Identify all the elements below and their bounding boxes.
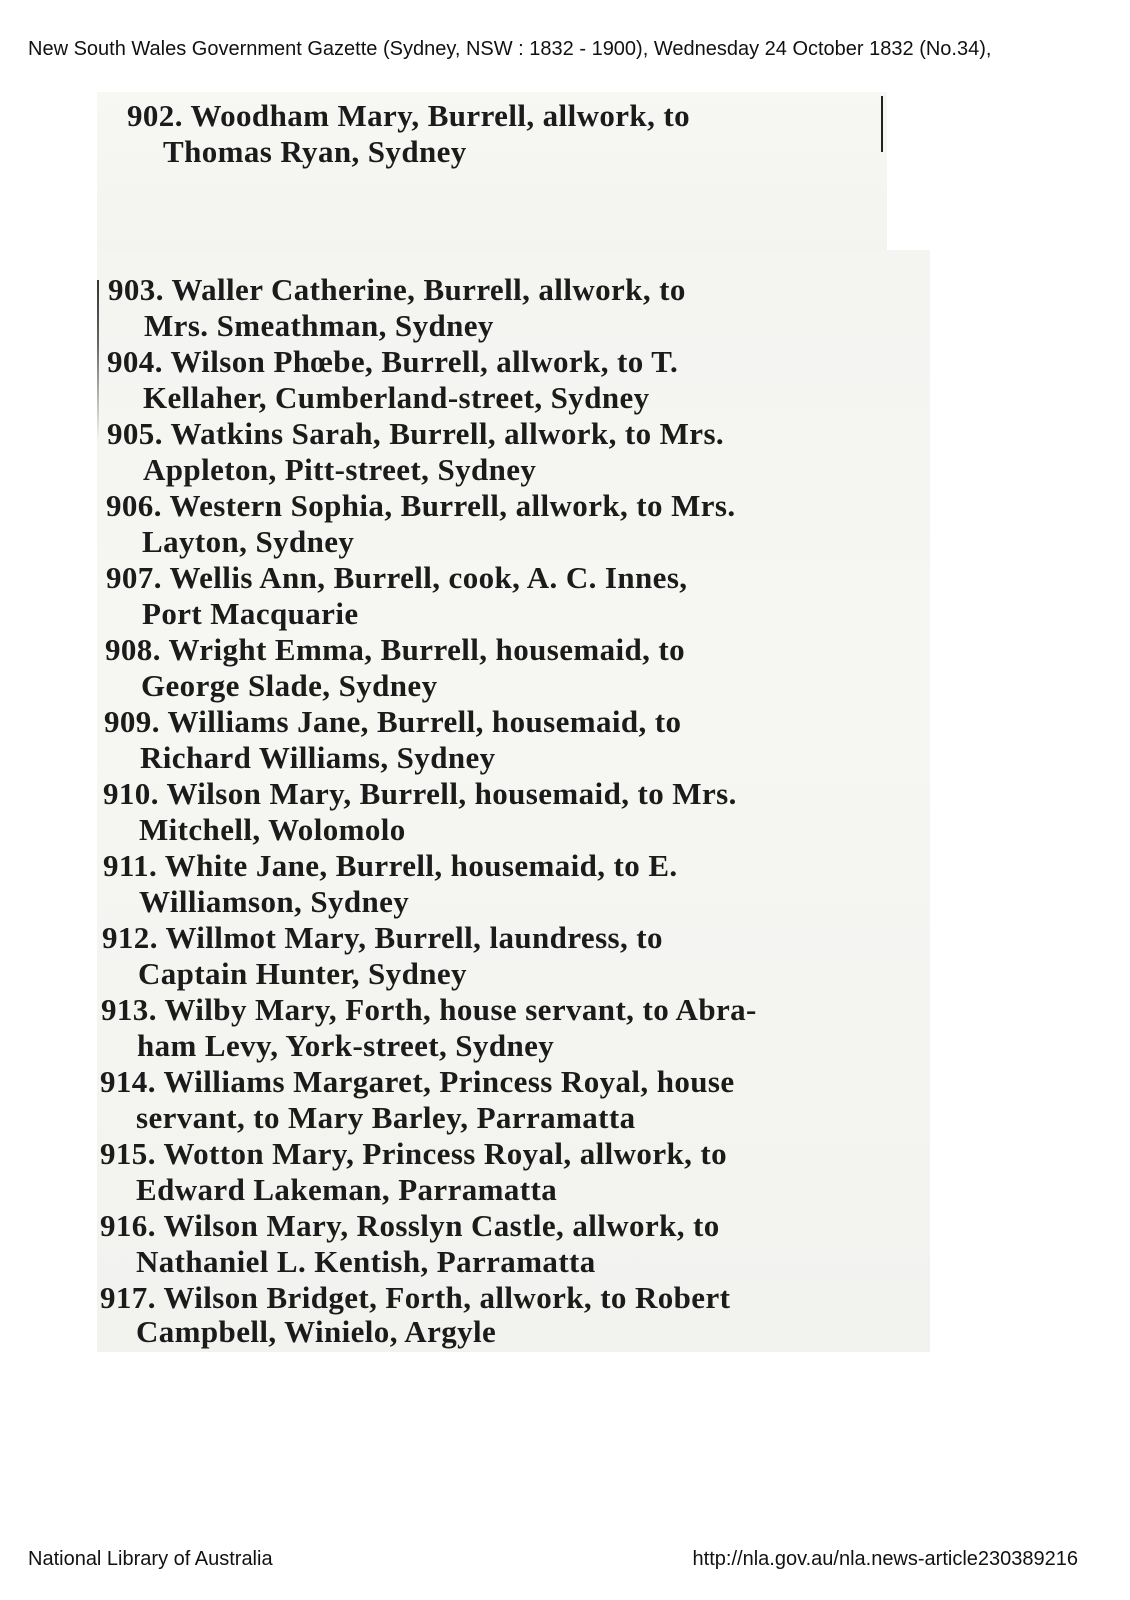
entry-line-1: 912. Willmot Mary, Burrell, laundress, to	[102, 920, 663, 955]
entry-line-2: servant, to Mary Barley, Parramatta	[136, 1100, 636, 1135]
entry-line-1: 913. Wilby Mary, Forth, house servant, to Abra-	[101, 992, 757, 1027]
entry-line-1: 908. Wright Emma, Burrell, housemaid, to	[105, 632, 686, 667]
entry-909	[104, 704, 681, 776]
entry-912	[102, 920, 663, 992]
column-rule-left	[97, 280, 99, 440]
entry-917	[100, 1280, 730, 1352]
entry-line-1: 906. Western Sophia, Burrell, allwork, to Mrs.	[106, 488, 736, 523]
entry-line-1: 904. Wilson Phœbe, Burrell, allwork, to T.	[107, 344, 679, 379]
entry-line-2: Thomas Ryan, Sydney	[163, 134, 467, 169]
entry-905	[107, 416, 724, 488]
entry-line-2: Captain Hunter, Sydney	[138, 956, 467, 991]
entry-line-2: Mrs. Smeathman, Sydney	[144, 308, 494, 343]
entry-line-1: 916. Wilson Mary, Rosslyn Castle, allwork, to	[100, 1208, 720, 1243]
entry-line-2: Richard Williams, Sydney	[140, 740, 496, 775]
entry-line-1: 914. Williams Margaret, Princess Royal, house	[100, 1064, 735, 1099]
entry-902	[127, 98, 690, 170]
entry-line-1: 915. Wotton Mary, Princess Royal, allwork, to	[100, 1136, 728, 1171]
entry-903	[108, 272, 686, 344]
entry-line-2: Nathaniel L. Kentish, Parramatta	[136, 1244, 596, 1279]
entry-911	[103, 848, 678, 920]
entry-913	[101, 992, 757, 1064]
entry-line-1: 902. Woodham Mary, Burrell, allwork, to	[127, 98, 690, 133]
entry-915	[100, 1136, 727, 1208]
entry-line-2: Edward Lakeman, Parramatta	[136, 1172, 558, 1207]
entry-914	[100, 1064, 735, 1136]
entry-line-2: ham Levy, York-street, Sydney	[137, 1028, 555, 1063]
entry-line-2: Layton, Sydney	[142, 524, 355, 559]
entry-line-2: Port Macquarie	[142, 596, 359, 631]
entry-line-2: Kellaher, Cumberland-street, Sydney	[143, 380, 650, 415]
footer-source: National Library of Australia	[28, 1548, 273, 1570]
entry-line-2: Williamson, Sydney	[139, 884, 410, 919]
entry-line-2: Mitchell, Wolomolo	[139, 812, 406, 847]
entry-line-2: Appleton, Pitt-street, Sydney	[143, 452, 537, 487]
entry-line-1: 905. Watkins Sarah, Burrell, allwork, to Mrs.	[107, 416, 725, 451]
entry-line-1: 907. Wellis Ann, Burrell, cook, A. C. Innes,	[106, 560, 688, 595]
entry-910	[103, 776, 737, 848]
entry-line-1: 917. Wilson Bridget, Forth, allwork, to Robert	[100, 1280, 731, 1315]
entry-line-1: 909. Williams Jane, Burrell, housemaid, to	[104, 704, 682, 739]
entry-907	[106, 560, 687, 632]
entry-906	[106, 488, 736, 560]
entry-line-2: Campbell, Winielo, Argyle	[136, 1314, 497, 1349]
entry-908	[105, 632, 685, 704]
entry-904	[107, 344, 678, 416]
entry-line-1: 911. White Jane, Burrell, housemaid, to E.	[103, 848, 678, 883]
entry-line-1: 910. Wilson Mary, Burrell, housemaid, to Mrs.	[103, 776, 737, 811]
entry-916	[100, 1208, 720, 1280]
citation-header: New South Wales Government Gazette (Sydney, NSW : 1832 - 1900), Wednesday 24 October 1832 (No.34),	[28, 38, 992, 60]
footer-url-link[interactable]: http://nla.gov.au/nla.news-article230389216	[692, 1548, 1078, 1570]
entry-line-2: George Slade, Sydney	[141, 668, 438, 703]
column-rule-right	[881, 96, 883, 152]
entry-line-1: 903. Waller Catherine, Burrell, allwork, to	[108, 272, 686, 307]
